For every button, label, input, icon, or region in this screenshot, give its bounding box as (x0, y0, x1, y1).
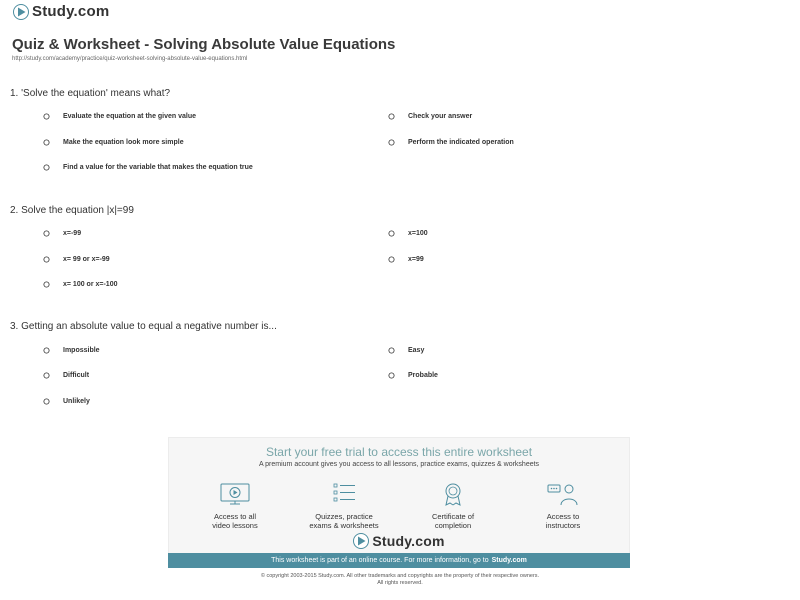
radio-icon[interactable] (43, 281, 50, 288)
instructor-icon (546, 482, 580, 506)
radio-icon[interactable] (388, 372, 395, 379)
radio-icon[interactable] (43, 256, 50, 263)
option-label: Make the equation look more simple (63, 139, 184, 146)
answer-option[interactable] (43, 139, 184, 146)
question-1: 1. 'Solve the equation' means what? (10, 88, 171, 99)
answer-option[interactable] (43, 398, 90, 405)
video-icon (218, 482, 252, 506)
course-info-text: This worksheet is part of an online course. For more information, go to (271, 557, 489, 564)
answer-option[interactable] (388, 139, 514, 146)
answer-option[interactable] (388, 256, 424, 263)
radio-icon[interactable] (388, 230, 395, 237)
option-label: Perform the indicated operation (408, 139, 514, 146)
option-label: Find a value for the variable that makes the equation true (63, 164, 253, 171)
promo-subtitle: A premium account gives you access to all lessons, practice exams, quizzes & worksheets (258, 461, 540, 468)
radio-icon[interactable] (43, 139, 50, 146)
radio-icon[interactable] (388, 113, 395, 120)
rights-line: All rights reserved. (377, 580, 423, 586)
radio-icon[interactable] (43, 113, 50, 120)
feature-line: exams & worksheets (309, 521, 379, 530)
feature-line: Quizzes, practice (315, 512, 373, 521)
option-label: x=100 (408, 230, 428, 237)
option-label: Unlikely (63, 398, 90, 405)
feature-line: Access to (546, 512, 580, 521)
feature-line: instructors (545, 521, 581, 530)
option-label: Probable (408, 372, 438, 379)
option-label: x=99 (408, 256, 424, 263)
logo-text: Study.com (372, 533, 445, 549)
option-label: x= 99 or x=-99 (63, 256, 110, 263)
copyright-line: © copyright 2003-2015 Study.com. All other trademarks and copyrights are the property of their respective owners. (260, 573, 540, 579)
option-label: Evaluate the equation at the given value (63, 113, 197, 120)
study-link[interactable]: Study.com (491, 557, 527, 564)
option-label: Easy (408, 347, 425, 354)
option-label: Impossible (63, 347, 100, 354)
radio-icon[interactable] (43, 164, 50, 171)
answer-option[interactable] (388, 372, 438, 379)
option-label: Check your answer (408, 113, 473, 120)
page-url: http://study.com/academy/practice/quiz-worksheet-solving-absolute-value-equations.html (12, 56, 248, 62)
question-3: 3. Getting an absolute value to equal a negative number is... (10, 321, 277, 332)
answer-option[interactable] (43, 164, 253, 171)
course-info-bar (168, 553, 630, 568)
radio-icon[interactable] (388, 347, 395, 354)
option-label: x=-99 (63, 230, 82, 237)
answer-option[interactable] (43, 256, 110, 263)
answer-option[interactable] (43, 230, 81, 237)
radio-icon[interactable] (388, 139, 395, 146)
radio-icon[interactable] (43, 230, 50, 237)
feature-quizzes (299, 482, 389, 530)
answer-option[interactable] (43, 347, 100, 354)
answer-option[interactable] (43, 113, 196, 120)
feature-line: video lessons (212, 521, 258, 530)
radio-icon[interactable] (388, 256, 395, 263)
answer-option[interactable] (43, 281, 118, 288)
play-logo-icon (13, 4, 29, 20)
promo-title[interactable]: Start your free trial to access this entire worksheet (265, 445, 533, 459)
feature-certificate (408, 482, 498, 530)
feature-line: completion (434, 521, 472, 530)
study-logo[interactable] (13, 3, 109, 20)
play-logo-icon (353, 533, 369, 549)
answer-option[interactable] (388, 230, 428, 237)
radio-icon[interactable] (43, 372, 50, 379)
checklist-icon (327, 482, 361, 506)
free-trial-promo[interactable] (168, 437, 630, 568)
feature-line: Certificate of (431, 512, 475, 521)
feature-line: Access to all (213, 512, 257, 521)
option-label: x= 100 or x=-100 (63, 281, 118, 288)
answer-option[interactable] (388, 113, 472, 120)
promo-study-logo[interactable] (169, 533, 629, 549)
option-label: Difficult (63, 372, 90, 379)
copyright-footer (0, 573, 800, 587)
radio-icon[interactable] (43, 398, 50, 405)
logo-text: Study.com (32, 3, 110, 20)
radio-icon[interactable] (43, 347, 50, 354)
page-title: Quiz & Worksheet - Solving Absolute Value Equations (12, 36, 396, 53)
feature-video-lessons (190, 482, 280, 530)
certificate-icon (436, 482, 470, 506)
feature-instructors (518, 482, 608, 530)
answer-option[interactable] (43, 372, 89, 379)
question-2: 2. Solve the equation |x|=99 (10, 205, 134, 216)
answer-option[interactable] (388, 347, 424, 354)
